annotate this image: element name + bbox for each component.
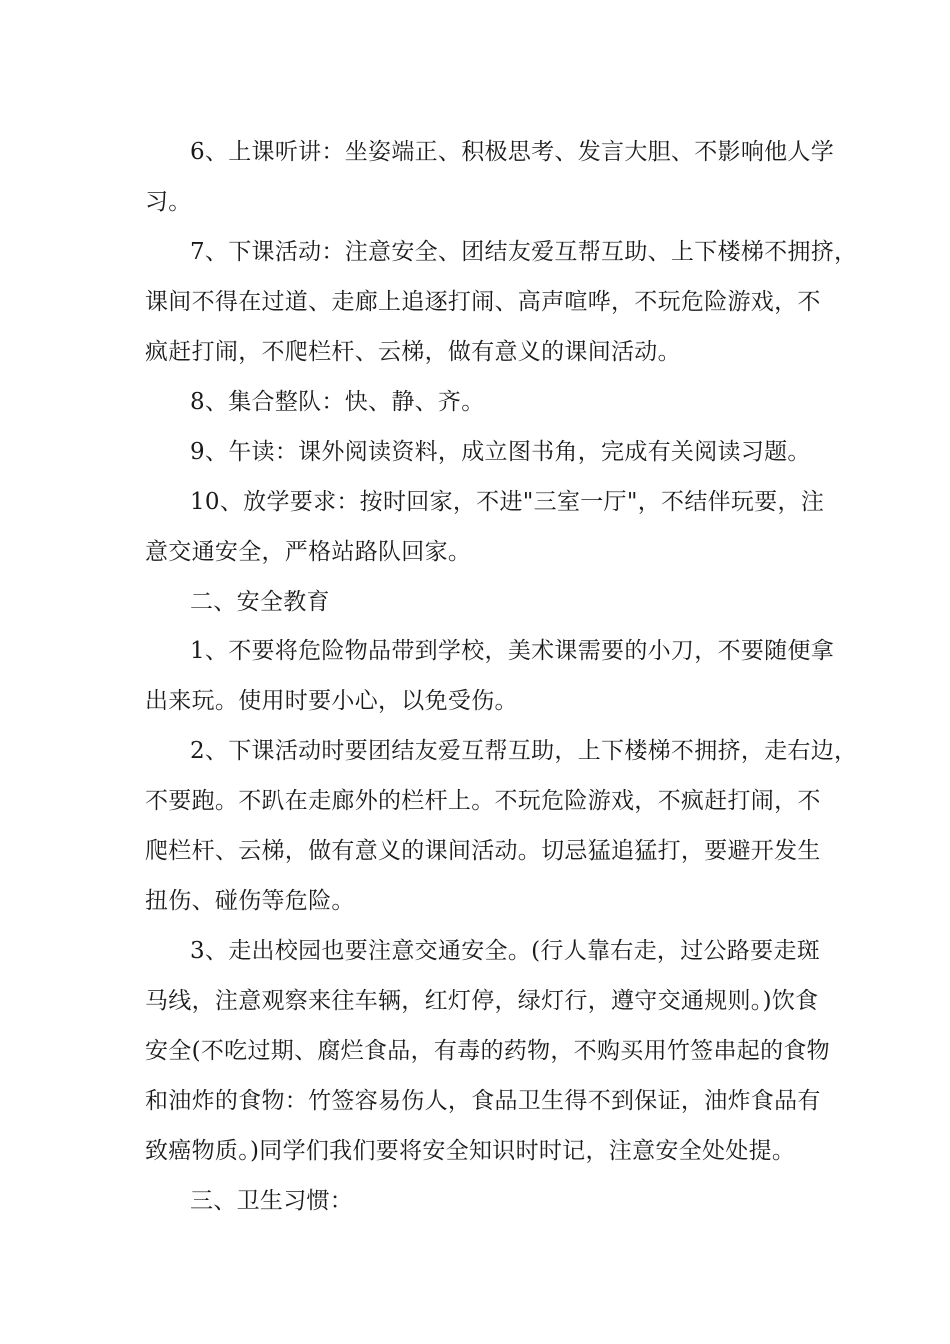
text-line: 6、上课听讲：坐姿端正、积极思考、发言大胆、不影响他人学 [190,139,835,165]
text-line: 习。 [145,189,192,215]
text-line: 3、走出校园也要注意交通安全。(行人靠右走，过公路要走斑 [190,938,821,964]
text-line: 10、放学要求：按时回家，不进"三室一厅"，不结伴玩要，注 [190,489,825,515]
text-line: 1、不要将危险物品带到学校，美术课需要的小刀，不要随便拿 [190,638,835,664]
text-line: 爬栏杆、云梯，做有意义的课间活动。切忌猛追猛打，要避开发生 [145,838,821,864]
text-line: 8、集合整队：快、静、齐。 [190,389,485,415]
text-line: 2、下课活动时要团结友爱互帮互助，上下楼梯不拥挤，走右边， [190,738,858,764]
text-line: 致癌物质。)同学们我们要将安全知识时时记，注意安全处处提。 [145,1138,796,1164]
section-heading: 三、卫生习惯： [190,1188,354,1214]
text-line: 7、下课活动：注意安全、团结友爱互帮互助、上下楼梯不拥挤， [190,239,858,265]
text-line: 意交通安全，严格站路队回家。 [145,539,472,565]
text-line: 安全(不吃过期、腐烂食品，有毒的药物，不购买用竹签串起的食物 [145,1038,830,1064]
text-line: 出来玩。使用时要小心，以免受伤。 [145,688,518,714]
text-line: 扭伤、碰伤等危险。 [145,888,355,914]
text-line: 和油炸的食物：竹签容易伤人，食品卫生得不到保证，油炸食品有 [145,1088,821,1114]
section-heading: 二、安全教育 [190,589,330,615]
text-line: 马线，注意观察来往车辆，红灯停，绿灯行，遵守交通规则。)饮食 [145,988,819,1014]
text-line: 疯赶打闹，不爬栏杆、云梯，做有意义的课间活动。 [145,339,681,365]
text-line: 9、午读：课外阅读资料，成立图书角，完成有关阅读习题。 [190,439,811,465]
text-line: 课间不得在过道、走廊上追逐打闹、高声喧哗，不玩危险游戏，不 [145,289,821,315]
text-line: 不要跑。不趴在走廊外的栏杆上。不玩危险游戏，不疯赶打闹，不 [145,788,821,814]
